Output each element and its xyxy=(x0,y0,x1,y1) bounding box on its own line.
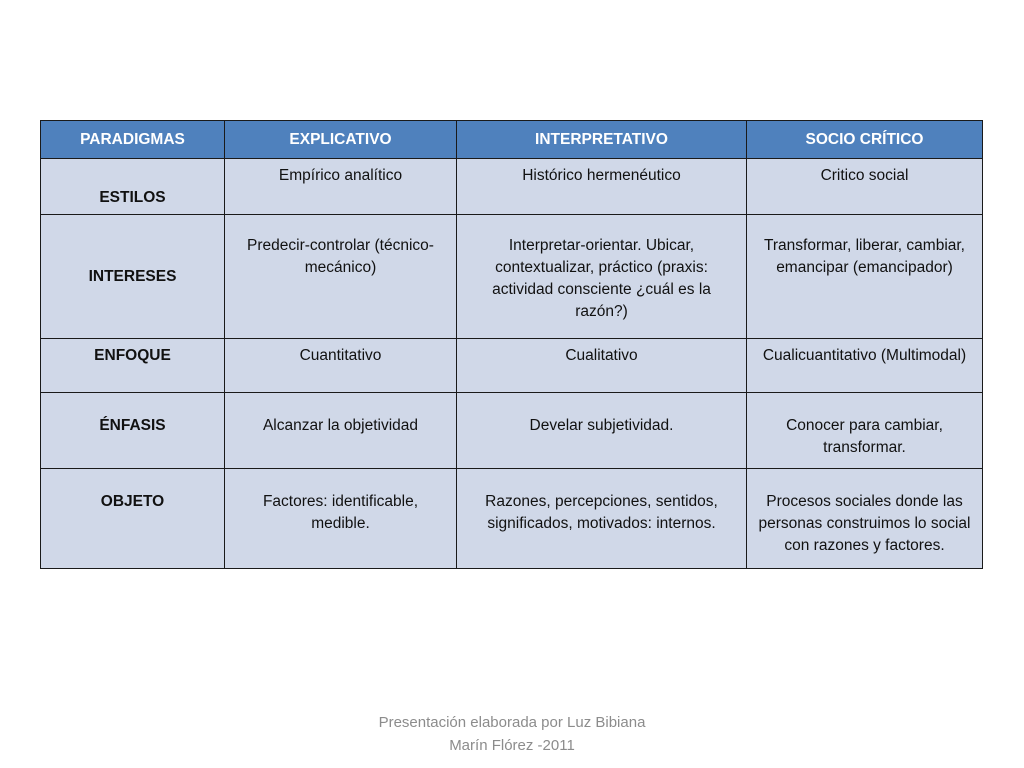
table-cell: Conocer para cambiar, transformar. xyxy=(747,393,983,469)
table-cell: Develar subjetividad. xyxy=(457,393,747,469)
table-cell: Procesos sociales donde las personas construimos lo social con razones y factores. xyxy=(747,469,983,569)
table-cell: Transformar, liberar, cambiar, emancipar (emancipador) xyxy=(747,215,983,339)
row-label-estilos: ESTILOS xyxy=(41,159,225,215)
table-row-objeto xyxy=(41,469,983,569)
table-row-estilos xyxy=(41,159,983,215)
table-cell: Alcanzar la objetividad xyxy=(225,393,457,469)
table-cell: Cuantitativo xyxy=(225,339,457,393)
table-cell: Factores: identificable, medible. xyxy=(225,469,457,569)
row-label-objeto: OBJETO xyxy=(41,469,225,569)
table-header-row xyxy=(41,121,983,159)
table-cell: Histórico hermenéutico xyxy=(457,159,747,215)
table-row-enfoque xyxy=(41,339,983,393)
table-row-intereses xyxy=(41,215,983,339)
header-paradigmas: PARADIGMAS xyxy=(41,121,225,159)
paradigms-table xyxy=(40,120,983,569)
row-label-enfasis: ÉNFASIS xyxy=(41,393,225,469)
table-cell: Empírico analítico xyxy=(225,159,457,215)
table-cell: Cualitativo xyxy=(457,339,747,393)
table-cell: Interpretar-orientar. Ubicar, contextualizar, práctico (praxis: actividad consciente ¿cuál es la razón?) xyxy=(457,215,747,339)
footer-credit xyxy=(312,711,712,757)
header-interpretativo: INTERPRETATIVO xyxy=(457,121,747,159)
table-cell: Razones, percepciones, sentidos, significados, motivados: internos. xyxy=(457,469,747,569)
header-explicativo: EXPLICATIVO xyxy=(225,121,457,159)
row-label-intereses: INTERESES xyxy=(41,215,225,339)
header-socio-critico: SOCIO CRÍTICO xyxy=(747,121,983,159)
table-cell: Critico social xyxy=(747,159,983,215)
table-cell: Predecir-controlar (técnico-mecánico) xyxy=(225,215,457,339)
row-label-enfoque: ENFOQUE xyxy=(41,339,225,393)
table-row-enfasis xyxy=(41,393,983,469)
table-cell: Cualicuantitativo (Multimodal) xyxy=(747,339,983,393)
footer-line-2: Marín Flórez -2011 xyxy=(449,737,575,754)
footer-line-1: Presentación elaborada por Luz Bibiana xyxy=(378,714,646,731)
